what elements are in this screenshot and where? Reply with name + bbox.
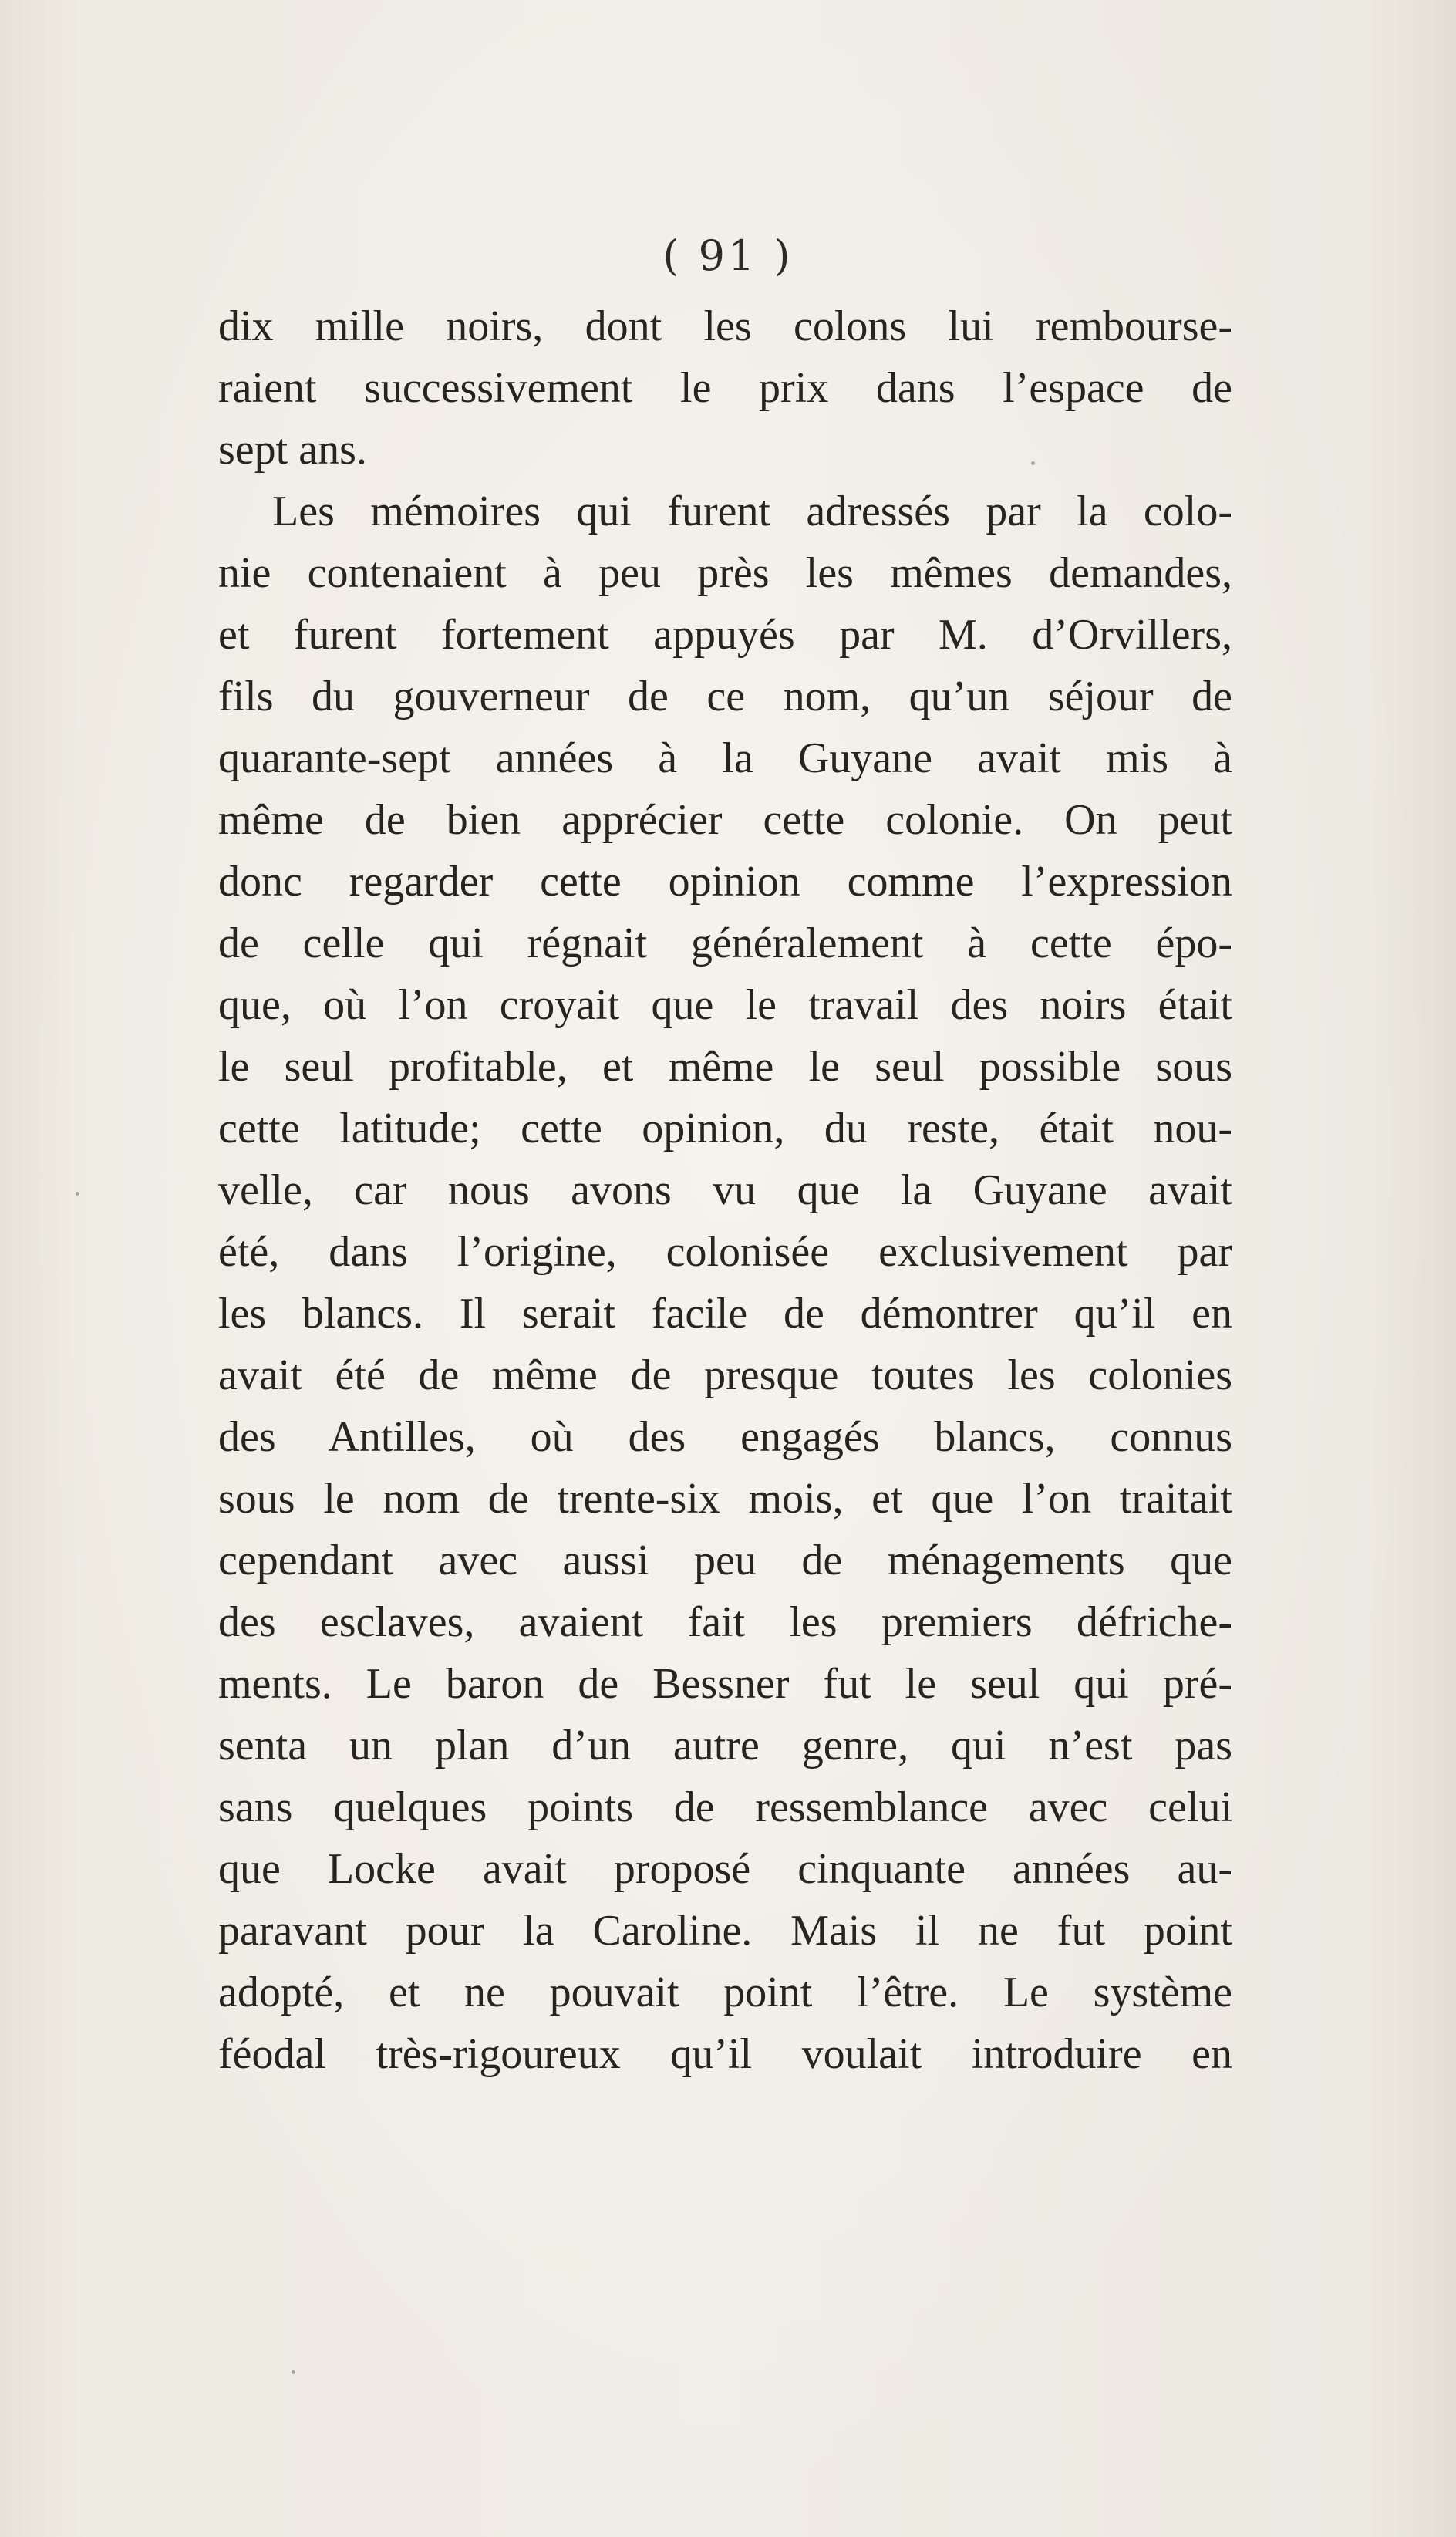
text-line: senta un plan d’un autre genre, qui n’est pas <box>218 1722 1232 1769</box>
text-line: des esclaves, avaient fait les premiers défriche- <box>218 1598 1232 1646</box>
text-line: raient successivement le prix dans l’espace de <box>218 364 1232 412</box>
text-line: avait été de même de presque toutes les colonies <box>218 1351 1232 1399</box>
text-line: que, où l’on croyait que le travail des noirs était <box>218 981 1232 1029</box>
text-line: sous le nom de trente-six mois, et que l’on traitait <box>218 1475 1232 1523</box>
text-line: que Locke avait proposé cinquante années au- <box>218 1845 1232 1893</box>
paper-speck <box>1031 461 1035 465</box>
text-line: même de bien apprécier cette colonie. On peut <box>218 796 1232 844</box>
text-line: ments. Le baron de Bessner fut le seul qui pré- <box>218 1660 1232 1708</box>
text-line: de celle qui régnait généralement à cette épo- <box>218 919 1232 967</box>
paper-speck <box>292 2370 295 2374</box>
text-line: et furent fortement appuyés par M. d’Orvillers, <box>218 611 1232 659</box>
text-line: adopté, et ne pouvait point l’être. Le système <box>218 1969 1232 2016</box>
text-line: donc regarder cette opinion comme l’expression <box>218 858 1232 906</box>
text-line: le seul profitable, et même le seul possible sous <box>218 1043 1232 1091</box>
text-line: quarante-sept années à la Guyane avait mis à <box>218 734 1232 782</box>
text-line: nie contenaient à peu près les mêmes demandes, <box>218 549 1232 597</box>
text-line: féodal très-rigoureux qu’il voulait introduire en <box>218 2030 1232 2078</box>
text-line: dix mille noirs, dont les colons lui rembourse- <box>218 302 1232 350</box>
text-line: velle, car nous avons vu que la Guyane avait <box>218 1166 1232 1214</box>
text-line: les blancs. Il serait facile de démontrer qu’il en <box>218 1290 1232 1338</box>
text-line: fils du gouverneur de ce nom, qu’un séjour de <box>218 673 1232 720</box>
text-line: des Antilles, où des engagés blancs, connus <box>218 1413 1232 1461</box>
paper-speck <box>76 1192 79 1196</box>
text-line: paravant pour la Caroline. Mais il ne fut point <box>218 1907 1232 1955</box>
text-line: sept ans. <box>218 426 367 474</box>
paragraph-start-line: Les mémoires qui furent adressés par la colo- <box>272 487 1232 535</box>
page-number: ( 91 ) <box>662 231 794 280</box>
text-line: été, dans l’origine, colonisée exclusivement par <box>218 1228 1232 1276</box>
body-text <box>218 295 1232 2085</box>
text-line: cependant avec aussi peu de ménagements que <box>218 1537 1232 1584</box>
text-line: sans quelques points de ressemblance avec celui <box>218 1783 1232 1831</box>
text-line: cette latitude; cette opinion, du reste, était nou- <box>218 1105 1232 1152</box>
